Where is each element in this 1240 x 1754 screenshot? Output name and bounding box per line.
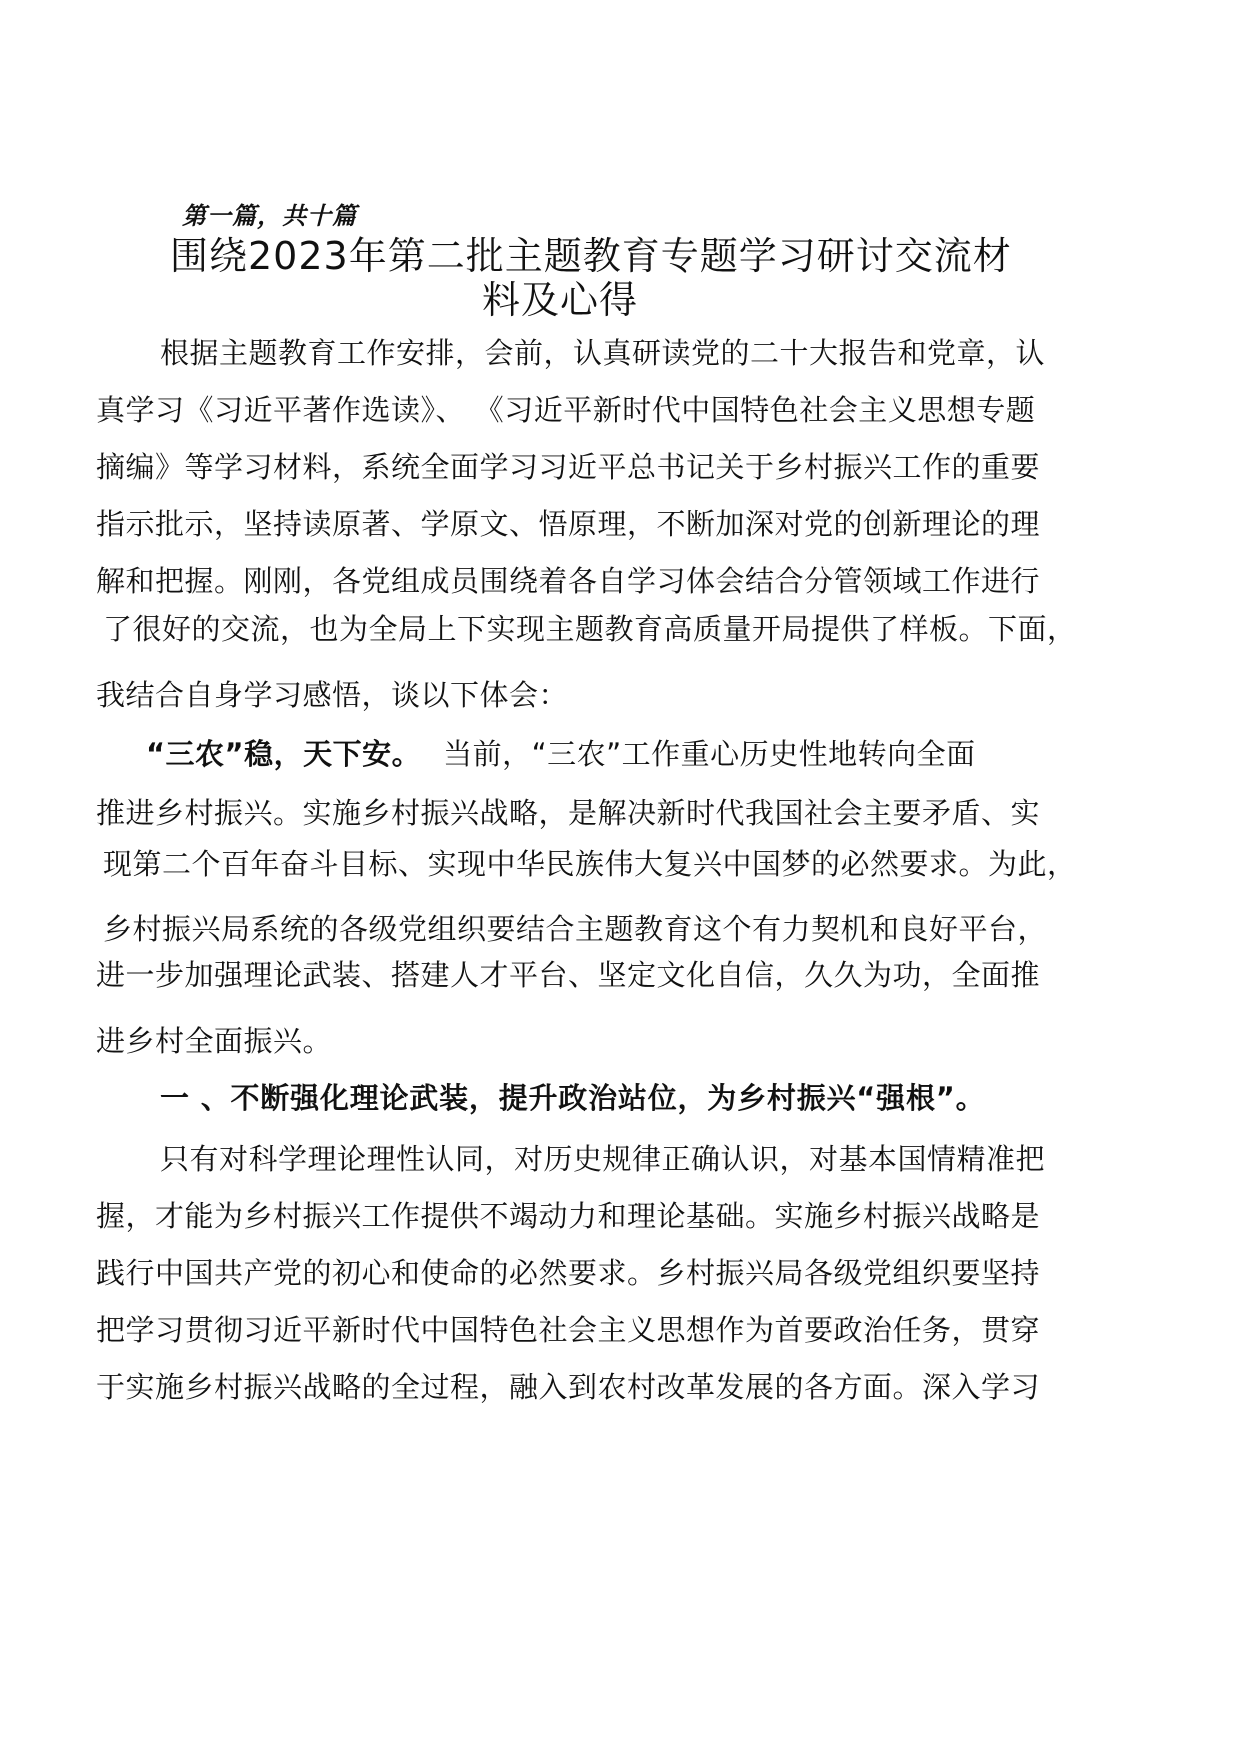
paragraph-1-line: 指示批示，坚持读原著、学原文、悟原理，不断加深对党的创新理论的理	[96, 507, 1041, 541]
paragraph-3-line: 只有对科学理论理性认同，对历史规律正确认识，对基本国情精准把	[160, 1142, 1046, 1176]
paragraph-1-line: 根据主题教育工作安排，会前，认真研读党的二十大报告和党章，认	[160, 336, 1046, 370]
paragraph-2-line: 现第二个百年奋斗目标、实现中华民族伟大复兴中国梦的必然要求。为此，	[103, 847, 1077, 881]
section-1-heading: 一 、不断强化理论武装，提升政治站位，为乡村振兴“强根”。	[160, 1081, 986, 1115]
paragraph-2-line: 进一步加强理论武装、搭建人才平台、坚定文化自信，久久为功，全面推	[96, 958, 1041, 992]
document-title-line-1: 围绕2023年第二批主题教育专题学习研讨交流材	[170, 234, 1012, 278]
paragraph-1-line: 真学习《习近平著作选读》、 《习近平新时代中国特色社会主义思想专题	[96, 393, 1036, 427]
document-series-note: 第一篇，共十篇	[182, 201, 357, 230]
document-title-line-2: 料及心得	[482, 278, 639, 322]
paragraph-2-line: 乡村振兴局系统的各级党组织要结合主题教育这个有力契机和良好平台，	[103, 912, 1048, 946]
paragraph-3-line: 把学习贯彻习近平新时代中国特色社会主义思想作为首要政治任务，贯穿	[96, 1313, 1041, 1347]
paragraph-1-line: 我结合自身学习感悟，谈以下体会：	[96, 678, 569, 712]
paragraph-2-line: 进乡村全面振兴。	[96, 1024, 333, 1058]
paragraph-2-lead-text: 当前，“三农”工作重心历史性地转向全面	[443, 737, 976, 771]
paragraph-3-line: 握，才能为乡村振兴工作提供不竭动力和理论基础。实施乡村振兴战略是	[96, 1199, 1041, 1233]
paragraph-2-lead	[146, 734, 976, 774]
paragraph-1-line: 了很好的交流，也为全局上下实现主题教育高质量开局提供了样板。下面，	[103, 612, 1077, 646]
paragraph-3-line: 践行中国共产党的初心和使命的必然要求。乡村振兴局各级党组织要坚持	[96, 1256, 1041, 1290]
paragraph-1-line: 摘编》等学习材料，系统全面学习习近平总书记关于乡村振兴工作的重要	[96, 450, 1041, 484]
paragraph-3-line: 于实施乡村振兴战略的全过程，融入到农村改革发展的各方面。深入学习	[96, 1370, 1041, 1404]
paragraph-1-line: 解和把握。刚刚，各党组成员围绕着各自学习体会结合分管领域工作进行	[96, 564, 1041, 598]
paragraph-2-lead-bold: “三农”稳，天下安。	[146, 737, 422, 771]
paragraph-2-line: 推进乡村振兴。实施乡村振兴战略，是解决新时代我国社会主要矛盾、实	[96, 796, 1041, 830]
